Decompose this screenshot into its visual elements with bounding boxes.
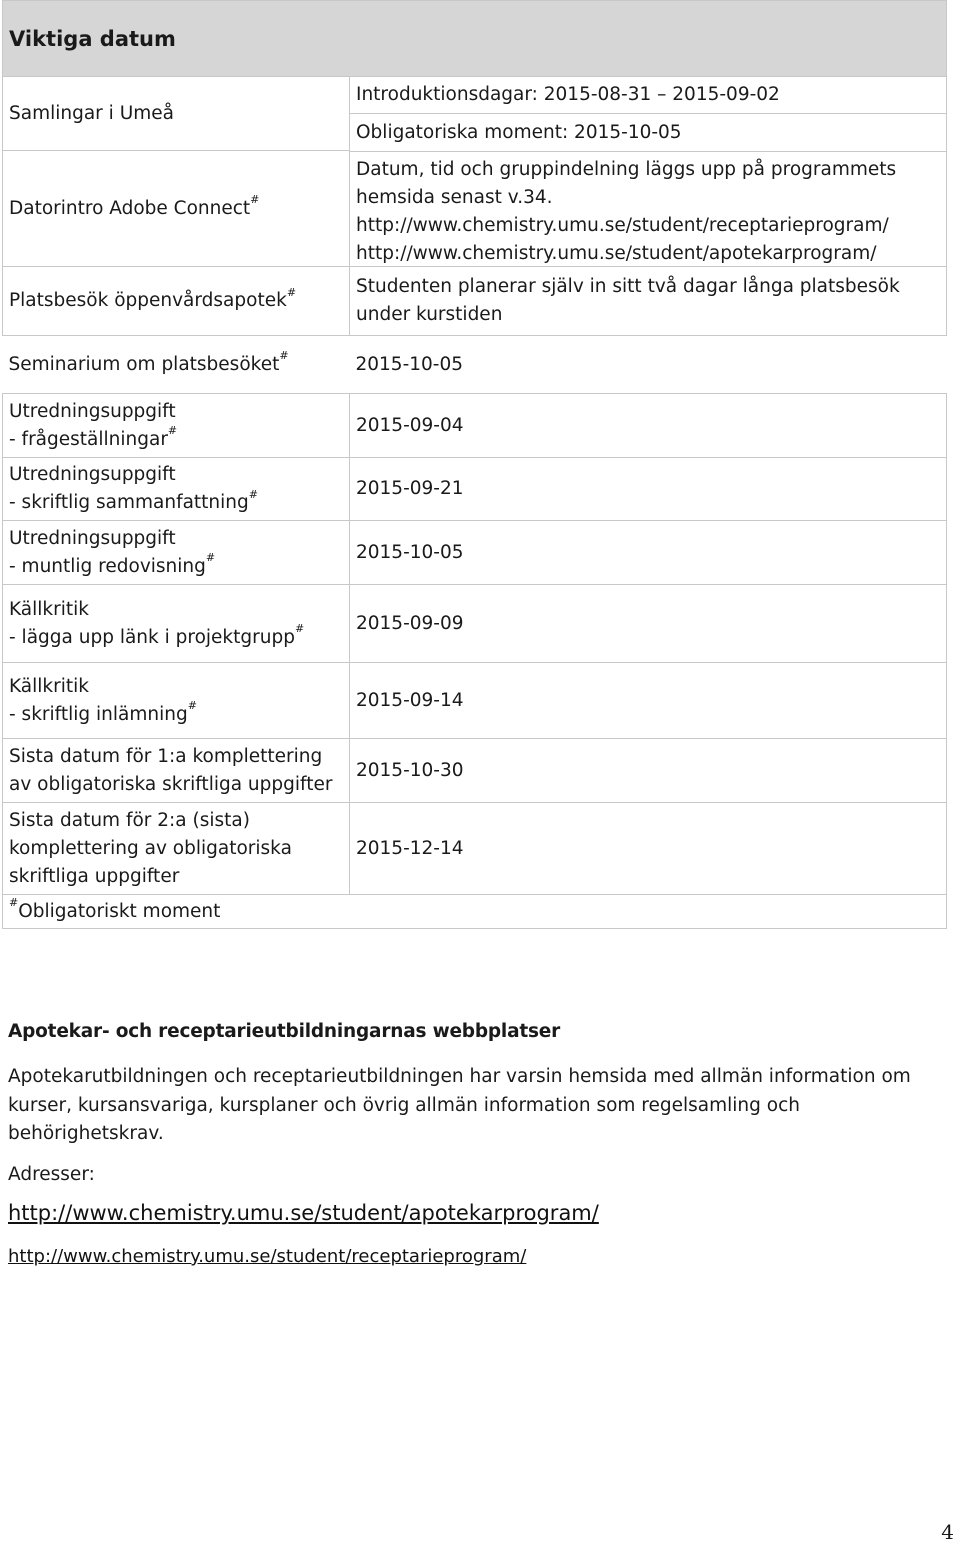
mandatory-marker: #: [9, 896, 19, 910]
page-number: 4: [941, 1520, 954, 1544]
receptarieprogram-link[interactable]: http://www.chemistry.umu.se/student/receptarieprogram/: [8, 1246, 527, 1267]
apotekarprogram-link[interactable]: http://www.chemistry.umu.se/student/apotekarprogram/: [8, 1201, 599, 1225]
footnote: #Obligatoriskt moment: [3, 895, 947, 929]
mandatory-marker: #: [167, 424, 178, 438]
date-row-value: 2015-09-09: [350, 585, 947, 663]
addresses-label: Adresser:: [8, 1164, 95, 1185]
date-row-label: Sista datum för 2:a (sista) komplettering av obligatoriska skriftliga uppgifter: [3, 803, 350, 895]
date-row-value: 2015-10-05: [350, 336, 947, 394]
introduction-days: Introduktionsdagar: 2015-08-31 – 2015-09-02: [350, 77, 946, 114]
mandatory-marker: #: [279, 349, 289, 363]
websites-heading: Apotekar- och receptarieutbildningarnas webbplatser: [8, 1021, 561, 1042]
url-receptarieprogram[interactable]: http://www.chemistry.umu.se/student/receptarieprogram/: [356, 215, 889, 236]
websites-info: Apotekarutbildningen och receptarieutbildningen har varsin hemsida med allmän information om kurser, kursansvariga, kursplaner och övrig allmän information som regelsamling och behörighetskrav.: [8, 1066, 911, 1144]
date-row-value: 2015-10-05: [350, 521, 947, 585]
date-row-value: 2015-09-21: [350, 458, 947, 521]
mandatory-moments: Obligatoriska moment: 2015-10-05: [350, 114, 946, 152]
important-dates-table: [2, 0, 947, 929]
date-row-label: Utredningsuppgift - muntlig redovisning#: [3, 521, 350, 585]
mandatory-marker: #: [250, 193, 260, 207]
mandatory-marker: #: [248, 487, 258, 501]
mandatory-marker: #: [294, 622, 305, 636]
platsbesok-label: Platsbesök öppenvårdsapotek#: [3, 267, 350, 336]
url-apotekarprogram[interactable]: http://www.chemistry.umu.se/student/apotekarprogram/: [356, 243, 877, 264]
date-row-label: Seminarium om platsbesöket#: [3, 336, 350, 394]
samlingar-details: [350, 77, 947, 336]
datorintro-label: Datorintro Adobe Connect#: [3, 151, 350, 267]
samlingar-label: Samlingar i Umeå: [3, 77, 350, 151]
date-row-label: Sista datum för 1:a komplettering av obligatoriska skriftliga uppgifter: [3, 739, 350, 803]
mandatory-marker: #: [286, 285, 297, 299]
date-row-label: Källkritik - skriftlig inlämning#: [3, 663, 350, 739]
date-row-value: 2015-10-30: [350, 739, 947, 803]
date-row-value: 2015-09-14: [350, 663, 947, 739]
mandatory-marker: #: [187, 699, 197, 713]
site-visit-info: Studenten planerar själv in sitt två dagar långa platsbesök under kurstiden: [356, 276, 900, 325]
section-title: Viktiga datum: [3, 1, 947, 77]
date-row-label: Utredningsuppgift - frågeställningar#: [3, 394, 350, 458]
mandatory-marker: #: [205, 551, 216, 565]
date-row-value: 2015-12-14: [350, 803, 947, 895]
date-row-label: Källkritik - lägga upp länk i projektgrupp#: [3, 585, 350, 663]
schedule-text: Datum, tid och gruppindelning läggs upp på programmets hemsida senast v.34.: [356, 159, 897, 208]
date-row-label: Utredningsuppgift - skriftlig sammanfattning#: [3, 458, 350, 521]
date-row-value: 2015-09-04: [350, 394, 947, 458]
schedule-info: [350, 152, 946, 267]
